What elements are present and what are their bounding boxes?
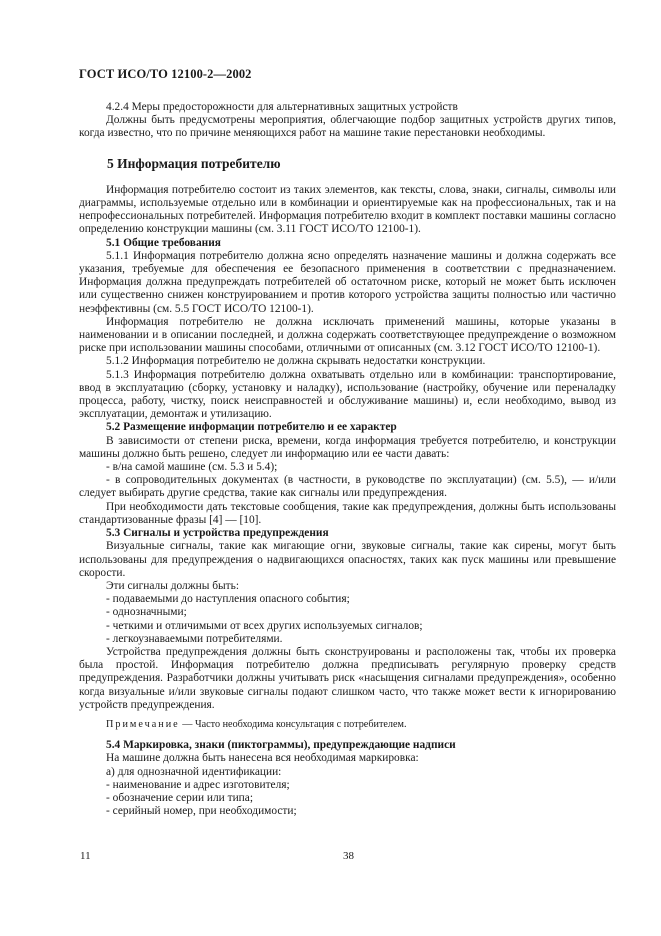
- section-4-2-4-text: Должны быть предусмотрены мероприятия, облегчающие подбор защитных устройств других типов, когда известно, что по причине меняющихся работ на машине такие перестановки необходимы.: [79, 114, 616, 140]
- section-5-1-2: 5.1.2 Информация потребителю не должна скрывать недостатки конструкции.: [106, 355, 486, 368]
- document-header: ГОСТ ИСО/ТО 12100-2—2002: [79, 67, 252, 81]
- section-5-2-paragraph-2: При необходимости дать текстовые сообщения, такие как предупреждения, должны быть использованы стандартизованные фразы [4] — [10].: [79, 500, 616, 526]
- section-5-3-heading: 5.3 Сигналы и устройства предупреждения: [106, 527, 329, 540]
- section-5-intro: Информация потребителю состоит из таких элементов, как тексты, слова, знаки, сигналы, символы или диаграммы, используемые отдельно или в комбинации и ориентируемые как на профессиональных, так и на непрофессиональных потребителей. Информация потребителю входит в комплект поставки машины согласно определению конструкции машины (см. 3.11 ГОСТ ИСО/ТО 12100-1).: [79, 183, 616, 236]
- section-5-4-list-item: - наименование и адрес изготовителя;: [106, 778, 290, 791]
- section-5-3-list-item: - однозначными;: [106, 606, 187, 619]
- section-5-2-list-item: - в сопроводительных документах (в частности, в руководстве по эксплуатации) (см. 5.5), — и/или следует выбирать другие средства, такие как сигналы или предупреждения.: [79, 474, 616, 500]
- section-5-1-1-paragraph-1: 5.1.1 Информация потребителю должна ясно определять назначение машины и должна содержать все указания, требуемые для обеспечения ее безопасного применения в соответствии с предназначением. Информация должна предупреждать потребителей об остаточном риске, который не может быть исключен или существенно снижен конструированием и против которого устройства защиты полностью или частично неэффективны (см. 5.5 ГОСТ ИСО/ТО 12100-1).: [79, 249, 616, 315]
- section-5-2-list-item: - в/на самой машине (см. 5.3 и 5.4);: [106, 461, 278, 474]
- section-5-1-1-paragraph-2: Информация потребителю не должна исключать применений машины, которые указаны в наименовании и в описании последней, и должна содержать соответствующее предупреждение о возможном риске при использовании машины способами, отличными от описанных (см. 3.12 ГОСТ ИСО/ТО 12100-1).: [79, 315, 616, 355]
- section-5-heading: 5 Информация потребителю: [107, 155, 281, 171]
- page-number: 38: [343, 850, 354, 862]
- note-label: Примечание: [106, 718, 180, 730]
- section-5-3-list-item: - четкими и отличимыми от всех других используемых сигналов;: [106, 619, 423, 632]
- section-5-4-list-item: - серийный номер, при необходимости;: [106, 805, 297, 818]
- section-5-4-paragraph-1: На машине должна быть нанесена вся необходимая маркировка:: [106, 752, 419, 765]
- section-5-2-heading: 5.2 Размещение информации потребителю и ее характер: [106, 421, 397, 434]
- section-5-1-3: 5.1.3 Информация потребителю должна охватывать отдельно или в комбинации: транспортирование, ввод в эксплуатацию (сборку, установку и наладку), использование (настройку, обучение или переналадку процесса, работу, чистку, поиск неисправностей и обслуживание машины) и, если необходимо, вывод из эксплуатации, демонтаж и утилизацию.: [79, 368, 616, 421]
- section-5-2-paragraph-1: В зависимости от степени риска, времени, когда информация требуется потребителю, и конструкции машины должно быть решено, следует ли информацию или ее части давать:: [79, 434, 616, 460]
- section-5-1-heading: 5.1 Общие требования: [106, 236, 221, 249]
- note: [79, 718, 616, 731]
- section-5-3-list-item: - легкоузнаваемыми потребителями.: [106, 632, 283, 645]
- section-5-3-paragraph-1: Визуальные сигналы, такие как мигающие огни, звуковые сигналы, такие как сирены, могут быть использованы для предупреждения о надвигающихся опасностях, таких как пуск машины или превышение скорости.: [79, 540, 616, 579]
- section-5-3-paragraph-2: Эти сигналы должны быть:: [106, 579, 239, 592]
- section-5-4-item-a: а) для однозначной идентификации:: [106, 765, 282, 778]
- note-text: — Часто необходима консультация с потребителем.: [179, 718, 407, 730]
- section-5-3-paragraph-3: Устройства предупреждения должны быть сконструированы и расположены так, чтобы их проверка была простой. Информация потребителю должна предписывать регулярную проверку средств предупреждения. Разработчики должны учитывать риск «насыщения сигналами предупреждения», особенно когда визуальные и/или звуковые сигналы подают слишком часто, что также может вести к игнорированию устройств предупреждения.: [79, 645, 616, 711]
- section-5-4-heading: 5.4 Маркировка, знаки (пиктограммы), предупреждающие надписи: [106, 739, 456, 752]
- document-body: [79, 101, 616, 818]
- footer-left-number: 11: [80, 850, 91, 862]
- section-4-2-4-heading: 4.2.4 Меры предосторожности для альтернативных защитных устройств: [106, 101, 458, 113]
- section-5-4-list-item: - обозначение серии или типа;: [106, 791, 253, 804]
- section-5-3-list-item: - подаваемыми до наступления опасного события;: [106, 593, 350, 606]
